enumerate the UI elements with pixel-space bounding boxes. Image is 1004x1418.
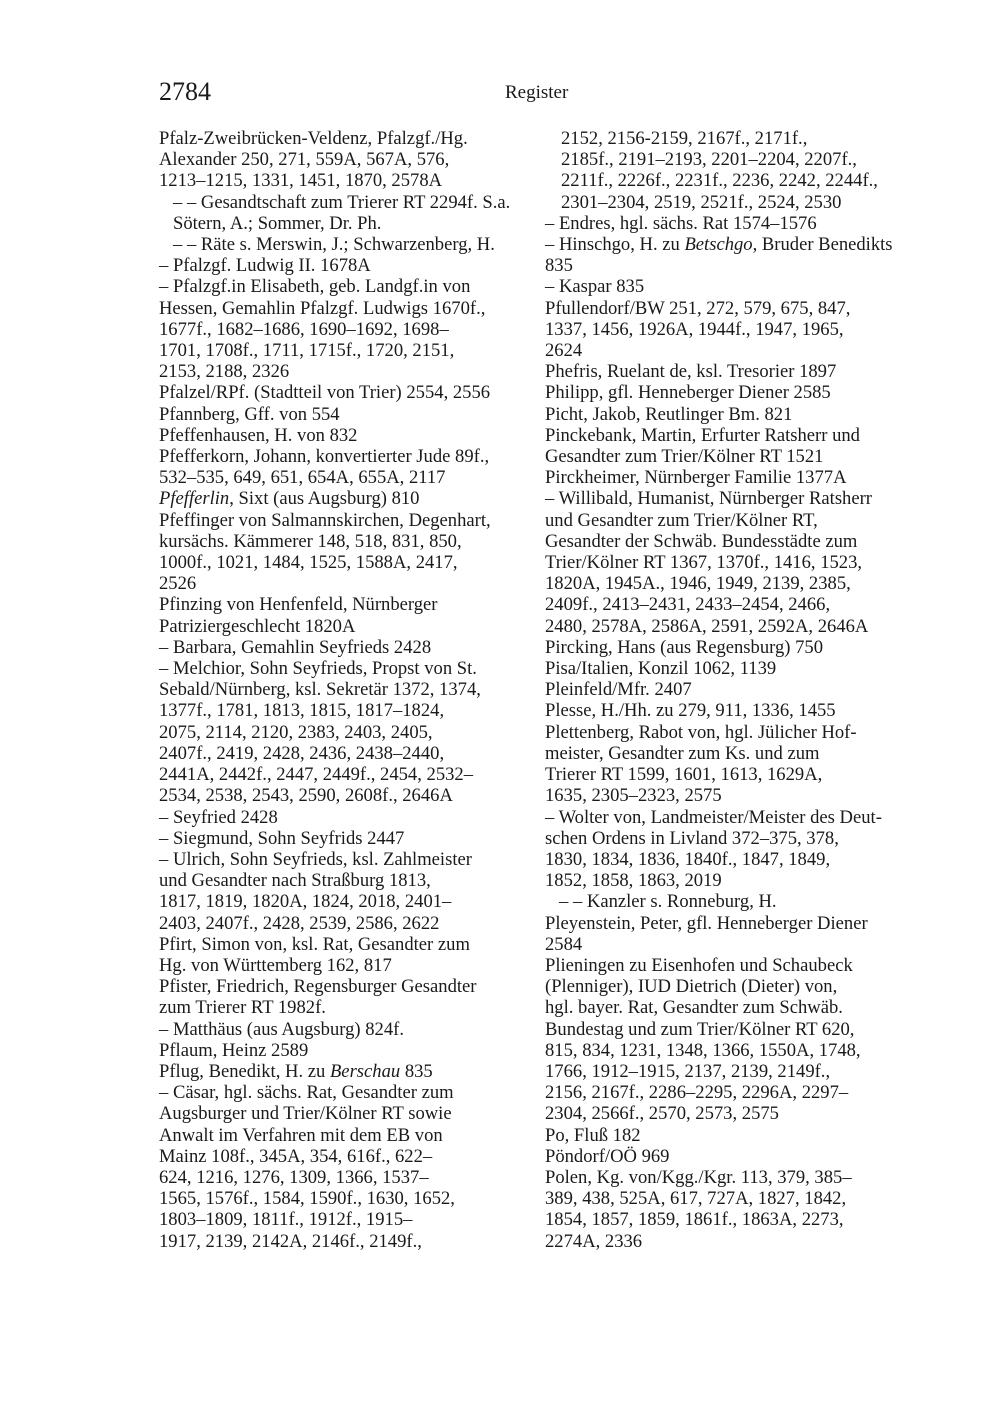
index-entry bbox=[545, 298, 917, 362]
index-entry-line: 2584 bbox=[545, 933, 583, 955]
index-entry bbox=[159, 637, 531, 658]
index-entry-line: Pflaum, Heinz 2589 bbox=[159, 1039, 309, 1061]
index-entry-line: Gesandter der Schwäb. Bundesstädte zum bbox=[545, 530, 858, 552]
index-entry-line: Trier/Kölner RT 1367, 1370f., 1416, 1523, bbox=[545, 552, 863, 574]
index-entry-line: – Barbara, Gemahlin Seyfrieds 2428 bbox=[159, 636, 432, 658]
index-entry-line: Mainz 108f., 345A, 354, 616f., 622– bbox=[159, 1145, 433, 1167]
index-entry-line: 2441A, 2442f., 2447, 2449f., 2454, 2532– bbox=[159, 764, 474, 786]
index-entry bbox=[545, 425, 917, 467]
index-entry bbox=[159, 488, 531, 509]
index-entry-line: (Plenniger), IUD Dietrich (Dieter) von, bbox=[545, 976, 838, 998]
index-entry bbox=[545, 913, 917, 955]
index-entry-line: Pfirt, Simon von, ksl. Rat, Gesandter zum bbox=[159, 933, 470, 955]
index-entry-line: 532–535, 649, 651, 654A, 655A, 2117 bbox=[159, 467, 446, 489]
index-entry-line: meister, Gesandter zum Ks. und zum bbox=[545, 742, 820, 764]
index-entry-line: Picht, Jakob, Reutlinger Bm. 821 bbox=[545, 403, 793, 425]
index-entry-line: – – Kanzler s. Ronneburg, H. bbox=[559, 891, 777, 913]
index-entry-line: und Gesandter nach Straßburg 1813, bbox=[159, 870, 431, 892]
index-entry-line: – Seyfried 2428 bbox=[159, 806, 278, 828]
index-entry bbox=[545, 637, 917, 658]
index-entry bbox=[159, 828, 531, 849]
index-entry-line: 2185f., 2191–2193, 2201–2204, 2207f., bbox=[561, 149, 857, 171]
index-entry-line: – Willibald, Humanist, Nürnberger Ratsherr bbox=[545, 488, 872, 510]
index-entry bbox=[545, 488, 917, 636]
index-entry-line: Pleyenstein, Peter, gfl. Henneberger Diener bbox=[545, 912, 868, 934]
index-entry-line: kursächs. Kämmerer 148, 518, 831, 850, bbox=[159, 530, 462, 552]
index-entry bbox=[545, 361, 917, 382]
index-entry-line: Augsburger und Trier/Kölner RT sowie bbox=[159, 1103, 452, 1125]
index-entry bbox=[545, 382, 917, 403]
index-entry-line: Pirckheimer, Nürnberger Familie 1377A bbox=[545, 467, 847, 489]
index-entry-line: – Kaspar 835 bbox=[545, 276, 645, 298]
index-entry bbox=[545, 1167, 917, 1252]
index-entry-line: Polen, Kg. von/Kgg./Kgr. 113, 379, 385– bbox=[545, 1166, 852, 1188]
index-entry bbox=[159, 594, 531, 636]
index-entry bbox=[545, 1125, 917, 1146]
index-entry-line: – Hinschgo, H. zu Betschgo, Bruder Benedikts bbox=[545, 234, 893, 256]
index-entry-line: Pfeffinger von Salmannskirchen, Degenhart, bbox=[159, 509, 491, 531]
index-entry-line: 1854, 1857, 1859, 1861f., 1863A, 2273, bbox=[545, 1209, 844, 1231]
index-entry-line: Patriziergeschlecht 1820A bbox=[159, 615, 356, 637]
index-entry-line: Pfalzel/RPf. (Stadtteil von Trier) 2554, 2556 bbox=[159, 382, 491, 404]
index-entry-line: Alexander 250, 271, 559A, 567A, 576, bbox=[159, 149, 450, 171]
index-entry-line: – Pfalzgf. Ludwig II. 1678A bbox=[159, 255, 371, 277]
index-entry-line: Hessen, Gemahlin Pfalzgf. Ludwigs 1670f., bbox=[159, 297, 486, 319]
index-entry bbox=[545, 700, 917, 721]
index-entry-line: 1917, 2139, 2142A, 2146f., 2149f., bbox=[159, 1230, 422, 1252]
index-entry bbox=[545, 722, 917, 807]
index-entry-line: 2301–2304, 2519, 2521f., 2524, 2530 bbox=[561, 191, 842, 213]
index-entry bbox=[159, 276, 531, 382]
index-entry bbox=[159, 849, 531, 934]
index-entry-line: 1701, 1708f., 1711, 1715f., 1720, 2151, bbox=[159, 340, 455, 362]
index-entry bbox=[159, 446, 531, 488]
index-entry-line: Plieningen zu Eisenhofen und Schaubeck bbox=[545, 954, 853, 976]
index-entry bbox=[545, 679, 917, 700]
index-entry bbox=[545, 807, 917, 892]
index-entry bbox=[159, 658, 531, 806]
index-entry-line: 2526 bbox=[159, 573, 197, 595]
index-entry-line: Pfister, Friedrich, Regensburger Gesandter bbox=[159, 976, 477, 998]
index-entry-line: Po, Fluß 182 bbox=[545, 1124, 641, 1146]
index-entry bbox=[159, 807, 531, 828]
index-entry-line: – Cäsar, hgl. sächs. Rat, Gesandter zum bbox=[159, 1082, 454, 1104]
index-entry bbox=[159, 1082, 531, 1252]
index-entry-line: 2274A, 2336 bbox=[545, 1230, 643, 1252]
index-entry bbox=[159, 425, 531, 446]
index-entry-line: 1635, 2305–2323, 2575 bbox=[545, 785, 722, 807]
running-head: Register bbox=[505, 82, 569, 103]
index-entry bbox=[159, 255, 531, 276]
index-entry-line: 1803–1809, 1811f., 1912f., 1915– bbox=[159, 1209, 413, 1231]
index-entry-line: Pflug, Benedikt, H. zu Berschau 835 bbox=[159, 1060, 433, 1082]
index-entry-line: 2075, 2114, 2120, 2383, 2403, 2405, bbox=[159, 721, 433, 743]
index-entry bbox=[545, 1146, 917, 1167]
index-entry bbox=[159, 976, 531, 1018]
index-entry-line: – Pfalzgf.in Elisabeth, geb. Landgf.in von bbox=[159, 276, 471, 298]
index-entry-line: 2624 bbox=[545, 340, 583, 362]
index-entry bbox=[159, 1019, 531, 1040]
index-entry-line: Pircking, Hans (aus Regensburg) 750 bbox=[545, 636, 824, 658]
index-entry-line: Pfeffenhausen, H. von 832 bbox=[159, 424, 358, 446]
index-entry bbox=[159, 934, 531, 976]
index-entry-line: 2407f., 2419, 2428, 2436, 2438–2440, bbox=[159, 742, 445, 764]
index-entry-line: Sötern, A.; Sommer, Dr. Ph. bbox=[173, 212, 382, 234]
index-entry-line: Bundestag und zum Trier/Kölner RT 620, bbox=[545, 1018, 855, 1040]
index-entry-line: Plettenberg, Rabot von, hgl. Jülicher Hof- bbox=[545, 721, 857, 743]
index-entry-line: Pfefferkorn, Johann, konvertierter Jude 89f., bbox=[159, 446, 490, 468]
index-entry-line: Pfinzing von Henfenfeld, Nürnberger bbox=[159, 594, 438, 616]
index-entry bbox=[545, 213, 917, 234]
index-entry-line: – Wolter von, Landmeister/Meister des Deut- bbox=[545, 806, 882, 828]
index-entry bbox=[159, 192, 531, 234]
index-entry-line: hgl. bayer. Rat, Gesandter zum Schwäb. bbox=[545, 997, 843, 1019]
index-entry-line: Sebald/Nürnberg, ksl. Sekretär 1372, 1374, bbox=[159, 679, 481, 701]
index-entry bbox=[545, 234, 917, 276]
index-entry-line: Pfalz-Zweibrücken-Veldenz, Pfalzgf./Hg. bbox=[159, 128, 468, 149]
index-entry bbox=[545, 276, 917, 297]
index-entry-line: Hg. von Württemberg 162, 817 bbox=[159, 954, 392, 976]
index-entry-line: – – Gesandtschaft zum Trierer RT 2294f. S.a. bbox=[173, 191, 511, 213]
index-entry bbox=[159, 510, 531, 595]
index-entry-line: 1820A, 1945A., 1946, 1949, 2139, 2385, bbox=[545, 573, 851, 595]
index-entry-line: 2211f., 2226f., 2231f., 2236, 2242, 2244f., bbox=[561, 170, 878, 192]
index-entry bbox=[159, 404, 531, 425]
index-entry bbox=[545, 658, 917, 679]
index-entry-line: 1817, 1819, 1820A, 1824, 2018, 2401– bbox=[159, 891, 452, 913]
index-entry-line: 2153, 2188, 2326 bbox=[159, 361, 290, 383]
index-entry bbox=[545, 128, 917, 213]
index-entry bbox=[159, 128, 531, 192]
index-entry bbox=[159, 234, 531, 255]
index-entry-line: und Gesandter zum Trier/Kölner RT, bbox=[545, 509, 818, 531]
index-entry-line: Pinckebank, Martin, Erfurter Ratsherr und bbox=[545, 424, 860, 446]
index-entry-line: 2409f., 2413–2431, 2433–2454, 2466, bbox=[545, 594, 831, 616]
index-entry-line: Pfullendorf/BW 251, 272, 579, 675, 847, bbox=[545, 297, 851, 319]
index-entry-line: 1565, 1576f., 1584, 1590f., 1630, 1652, bbox=[159, 1188, 455, 1210]
index-entry bbox=[545, 467, 917, 488]
index-entry-line: – Melchior, Sohn Seyfrieds, Propst von St. bbox=[159, 658, 477, 680]
index-entry-line: Anwalt im Verfahren mit dem EB von bbox=[159, 1124, 443, 1146]
index-entry-line: 2534, 2538, 2543, 2590, 2608f., 2646A bbox=[159, 785, 453, 807]
index-entry-line: – Siegmund, Sohn Seyfrids 2447 bbox=[159, 827, 405, 849]
index-entry-line: 2480, 2578A, 2586A, 2591, 2592A, 2646A bbox=[545, 615, 869, 637]
index-entry-line: Pfannberg, Gff. von 554 bbox=[159, 403, 340, 425]
index-entry-line: 1377f., 1781, 1813, 1815, 1817–1824, bbox=[159, 700, 445, 722]
index-entry-line: Pfefferlin, Sixt (aus Augsburg) 810 bbox=[159, 488, 420, 510]
index-column-left bbox=[159, 128, 531, 1252]
index-entry-line: Gesandter zum Trier/Kölner RT 1521 bbox=[545, 446, 824, 468]
index-entry-line: 389, 438, 525A, 617, 727A, 1827, 1842, bbox=[545, 1188, 847, 1210]
index-entry-line: 1337, 1456, 1926A, 1944f., 1947, 1965, bbox=[545, 318, 844, 340]
index-entry-line: 2152, 2156-2159, 2167f., 2171f., bbox=[561, 128, 808, 149]
index-entry-line: 1213–1215, 1331, 1451, 1870, 2578A bbox=[159, 170, 443, 192]
index-entry-line: 815, 834, 1231, 1348, 1366, 1550A, 1748, bbox=[545, 1039, 861, 1061]
index-entry-line: 835 bbox=[545, 255, 573, 277]
index-column-right bbox=[545, 128, 917, 1252]
index-entry-line: – Ulrich, Sohn Seyfrieds, ksl. Zahlmeister bbox=[159, 848, 472, 870]
index-entry-line: 624, 1216, 1276, 1309, 1366, 1537– bbox=[159, 1166, 429, 1188]
index-entry-line: 2304, 2566f., 2570, 2573, 2575 bbox=[545, 1103, 779, 1125]
index-entry-line: zum Trierer RT 1982f. bbox=[159, 997, 326, 1019]
index-entry-line: Phefris, Ruelant de, ksl. Tresorier 1897 bbox=[545, 361, 837, 383]
index-entry-line: 1852, 1858, 1863, 2019 bbox=[545, 870, 722, 892]
index-entry bbox=[159, 382, 531, 403]
index-entry-line: 1830, 1834, 1836, 1840f., 1847, 1849, bbox=[545, 848, 831, 870]
index-entry-line: Pisa/Italien, Konzil 1062, 1139 bbox=[545, 658, 777, 680]
page-number: 2784 bbox=[159, 77, 211, 106]
index-entry-line: 1000f., 1021, 1484, 1525, 1588A, 2417, bbox=[159, 552, 458, 574]
index-entry-line: schen Ordens in Livland 372–375, 378, bbox=[545, 827, 839, 849]
index-entry-line: 1677f., 1682–1686, 1690–1692, 1698– bbox=[159, 318, 449, 340]
index-entry-line: – – Räte s. Merswin, J.; Schwarzenberg, H. bbox=[173, 234, 495, 256]
index-entry-line: – Endres, hgl. sächs. Rat 1574–1576 bbox=[545, 212, 817, 234]
index-entry-line: 2403, 2407f., 2428, 2539, 2586, 2622 bbox=[159, 912, 440, 934]
index-entry bbox=[545, 404, 917, 425]
index-entry-line: Pleinfeld/Mfr. 2407 bbox=[545, 679, 692, 701]
index-entry-line: Pöndorf/OÖ 969 bbox=[545, 1145, 670, 1167]
index-entry bbox=[545, 891, 917, 912]
index-entry-line: 2156, 2167f., 2286–2295, 2296A, 2297– bbox=[545, 1082, 849, 1104]
index-entry bbox=[159, 1061, 531, 1082]
index-entry bbox=[159, 1040, 531, 1061]
index-entry-line: Philipp, gfl. Henneberger Diener 2585 bbox=[545, 382, 831, 404]
index-entry bbox=[545, 955, 917, 1125]
index-entry-line: – Matthäus (aus Augsburg) 824f. bbox=[159, 1018, 404, 1040]
index-entry-line: Plesse, H./Hh. zu 279, 911, 1336, 1455 bbox=[545, 700, 836, 722]
index-entry-line: 1766, 1912–1915, 2137, 2139, 2149f., bbox=[545, 1060, 831, 1082]
index-entry-line: Trierer RT 1599, 1601, 1613, 1629A, bbox=[545, 764, 823, 786]
